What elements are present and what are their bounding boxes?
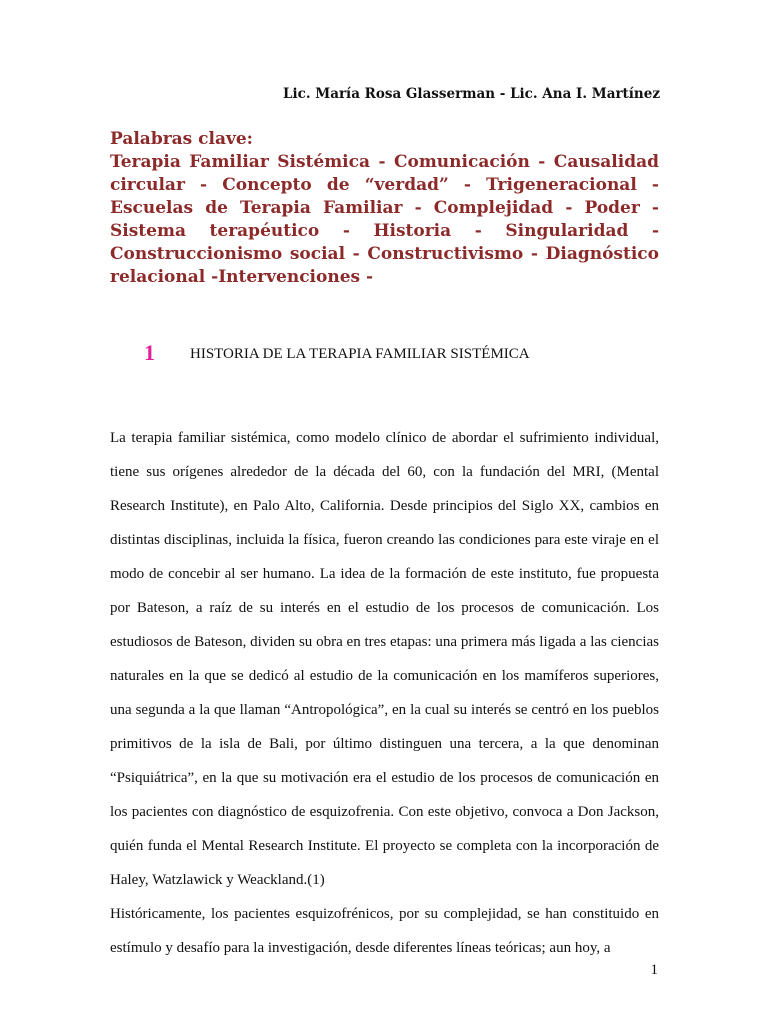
keywords-block [110,128,659,289]
keywords-heading: Palabras clave: [110,129,253,149]
keywords-list: Terapia Familiar Sistémica - Comunicación - Causalidad circular - Concepto de “verdad” - Trigeneracional - Escuelas de Terapia Familiar - Complejidad - Poder - Sistema terapéutico - Historia - Singularidad - Construccionismo social - Constructivismo - Diagnóstico relacional -Intervenciones - [110,152,659,287]
section-number: 1 [144,340,155,365]
body-text [110,421,659,965]
body-paragraph: Históricamente, los pacientes esquizofrénicos, por su complejidad, se han constituido en estímulo y desafío para la investigación, desde diferentes líneas teóricas; aun hoy, a [110,906,659,956]
author-line: Lic. María Rosa Glasserman - Lic. Ana I. Martínez [283,86,660,102]
section-heading [144,340,664,370]
body-paragraph: La terapia familiar sistémica, como modelo clínico de abordar el sufrimiento individual, tiene sus orígenes alrededor de la década del 60, con la fundación del MRI, (Mental Research Institute), en Palo Alto, California. Desde principios del Siglo XX, cambios en distintas disciplinas, incluida la física, fueron creando las condiciones para este viraje en el modo de concebir al ser humano. La idea de la formación de este instituto, fue propuesta por Bateson, a raíz de su interés en el estudio de los procesos de comunicación. Los estudiosos de Bateson, dividen su obra en tres etapas: una primera más ligada a las ciencias naturales en la que se dedicó al estudio de la comunicación en los mamíferos superiores, una segunda a la que llaman “Antropológica”, en la cual su interés se centró en los pueblos primitivos de la isla de Bali, por último distinguen una tercera, a la que denominan “Psiquiátrica”, en la que su motivación era el estudio de los procesos de comunicación en los pacientes con diagnóstico de esquizofrenia. Con este objetivo, convoca a Don Jackson, quién funda el Mental Research Institute. El proyecto se completa con la incorporación de Haley, Watzlawick y Weackland.(1) [110,430,659,888]
page-number: 1 [650,962,658,978]
section-title: HISTORIA DE LA TERAPIA FAMILIAR SISTÉMICA [190,346,530,362]
